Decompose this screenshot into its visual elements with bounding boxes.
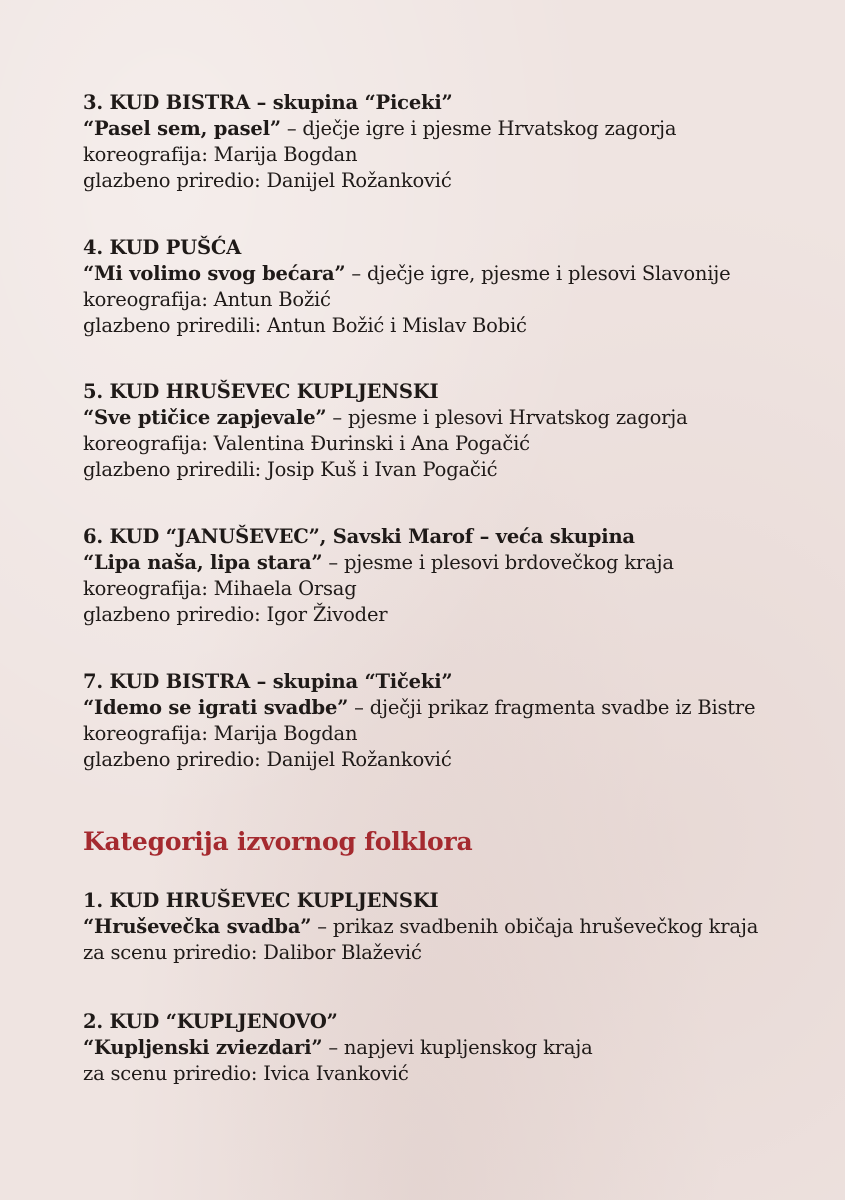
entry-title-line: [83, 914, 783, 940]
entry-heading: 7. KUD BISTRA – skupina “Tičeki”: [83, 670, 453, 693]
entry-heading: 5. KUD HRUŠEVEC KUPLJENSKI: [83, 380, 439, 403]
entry-title-line: [83, 695, 783, 721]
program-entry: [83, 235, 783, 339]
entry-choreography: koreografija: Antun Božić: [83, 288, 331, 311]
entry-heading: 6. KUD “JANUŠEVEC”, Savski Marof – veća skupina: [83, 525, 635, 548]
entry-description: – dječje igre i pjesme Hrvatskog zagorja: [280, 117, 677, 140]
section-title: Kategorija izvornog folklora: [83, 827, 473, 856]
entry-heading: 4. KUD PUŠĆA: [83, 236, 242, 259]
entry-heading: 1. KUD HRUŠEVEC KUPLJENSKI: [83, 889, 439, 912]
entry-choreography: koreografija: Valentina Đurinski i Ana Pogačić: [83, 432, 530, 455]
entry-title: “Mi volimo svog bećara”: [83, 262, 346, 285]
program-entry: [83, 90, 783, 194]
entry-stage-director: za scenu priredio: Dalibor Blažević: [83, 941, 422, 964]
entry-music: glazbeno priredili: Antun Božić i Mislav Bobić: [83, 314, 527, 337]
entry-title-line: [83, 116, 783, 142]
program-entry: [83, 669, 783, 773]
entry-title-line: [83, 1035, 783, 1061]
entry-music: glazbeno priredio: Danijel Rožanković: [83, 169, 452, 192]
entry-title: “Idemo se igrati svadbe”: [83, 696, 349, 719]
entry-title: “Pasel sem, pasel”: [83, 117, 281, 140]
entry-description: – dječji prikaz fragmenta svadbe iz Bistre: [348, 696, 756, 719]
entry-title-line: [83, 261, 783, 287]
entry-description: – pjesme i plesovi brdovečkog kraja: [322, 551, 674, 574]
entry-choreography: koreografija: Marija Bogdan: [83, 722, 358, 745]
entry-heading: 2. KUD “KUPLJENOVO”: [83, 1010, 338, 1033]
entry-description: – pjesme i plesovi Hrvatskog zagorja: [326, 406, 688, 429]
program-entry: [83, 524, 783, 628]
entry-choreography: koreografija: Mihaela Orsag: [83, 577, 357, 600]
program-entry: [83, 379, 783, 483]
entry-heading: 3. KUD BISTRA – skupina “Piceki”: [83, 91, 453, 114]
entry-description: – dječje igre, pjesme i plesovi Slavonije: [345, 262, 731, 285]
entry-title: “Hruševečka svadba”: [83, 915, 312, 938]
entry-music: glazbeno priredio: Igor Živoder: [83, 603, 388, 626]
entry-description: – napjevi kupljenskog kraja: [322, 1036, 593, 1059]
entry-music: glazbeno priredio: Danijel Rožanković: [83, 748, 452, 771]
program-entry: [83, 888, 783, 966]
entry-choreography: koreografija: Marija Bogdan: [83, 143, 358, 166]
program-entry: [83, 1009, 783, 1087]
entry-title: “Lipa naša, lipa stara”: [83, 551, 323, 574]
entry-description: – prikaz svadbenih običaja hruševečkog kraja: [311, 915, 759, 938]
entry-title: “Kupljenski zviezdari”: [83, 1036, 323, 1059]
entry-stage-director: za scenu priredio: Ivica Ivanković: [83, 1062, 409, 1085]
entry-title-line: [83, 405, 783, 431]
entry-music: glazbeno priredili: Josip Kuš i Ivan Pogačić: [83, 458, 498, 481]
entry-title: “Sve ptičice zapjevale”: [83, 406, 327, 429]
entry-title-line: [83, 550, 783, 576]
